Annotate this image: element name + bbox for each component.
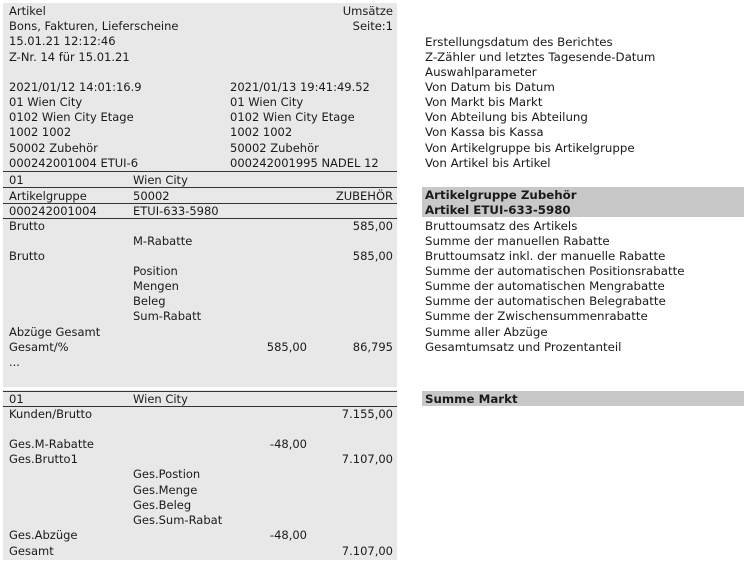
ges-m-rabatte-value: -48,00 xyxy=(269,437,307,451)
ges-menge-label: Ges.Menge xyxy=(133,483,198,497)
brutto-value: 585,00 xyxy=(352,219,393,233)
ges-postion-label: Ges.Postion xyxy=(133,467,201,481)
summary-market-name: Wien City xyxy=(133,392,188,406)
desc-article-band: Artikel ETUI-633-5980 xyxy=(425,203,571,217)
divider xyxy=(3,391,397,392)
ges-abzuege-label: Ges.Abzüge xyxy=(9,528,78,542)
market-name: Wien City xyxy=(133,173,188,187)
desc-sum: Summe der Zwischensummenrabatte xyxy=(425,309,648,323)
abzuege-label: Abzüge Gesamt xyxy=(9,325,101,339)
summary-market-code: 01 xyxy=(9,392,24,406)
ges-abzuege-value: -48,00 xyxy=(269,528,307,542)
param-from-department: 0102 Wien City Etage xyxy=(9,110,134,124)
param-to-date: 2021/01/13 19:41:49.52 xyxy=(230,80,370,94)
desc-register: Von Kassa bis Kassa xyxy=(425,125,544,139)
ges-m-rabatte-label: Ges.M-Rabatte xyxy=(9,437,94,451)
mengen-label: Mengen xyxy=(133,279,179,293)
report-title: Artikel xyxy=(9,4,46,18)
desc-brutto-incl: Bruttoumsatz inkl. der manuelle Rabatte xyxy=(425,249,666,263)
desc-gesamt: Gesamtumsatz und Prozentanteil xyxy=(425,340,622,354)
gesamt-percent: 86,795 xyxy=(352,340,393,354)
kunden-brutto-value: 7.155,00 xyxy=(341,407,393,421)
param-to-department: 0102 Wien City Etage xyxy=(230,110,355,124)
sum-rabatt-label: Sum-Rabatt xyxy=(133,309,202,323)
desc-group-band: Artikelgruppe Zubehör xyxy=(425,188,577,202)
desc-z-counter: Z-Zähler und letztes Tagesende-Datum xyxy=(425,50,656,64)
article-code: 000242001004 xyxy=(9,204,97,218)
ges-sum-rabat-label: Ges.Sum-Rabat xyxy=(133,513,223,527)
param-from-group: 50002 Zubehör xyxy=(9,141,98,155)
ellipsis: ... xyxy=(9,355,20,369)
param-to-market: 01 Wien City xyxy=(230,95,304,109)
desc-article: Von Artikel bis Artikel xyxy=(425,156,551,170)
desc-created: Erstellungsdatum des Berichtes xyxy=(425,35,613,49)
ges-beleg-label: Ges.Beleg xyxy=(133,498,192,512)
desc-group: Von Artikelgruppe bis Artikelgruppe xyxy=(425,141,635,155)
summary-gesamt-label: Gesamt xyxy=(9,544,54,558)
divider xyxy=(3,187,397,188)
page-number: Seite:1 xyxy=(352,19,393,33)
brutto-incl-value: 585,00 xyxy=(352,249,393,263)
desc-summe-markt: Summe Markt xyxy=(425,392,518,406)
desc-market: Von Markt bis Markt xyxy=(425,95,543,109)
brutto-label: Brutto xyxy=(9,219,45,233)
param-from-date: 2021/01/12 14:01:16.9 xyxy=(9,80,142,94)
desc-position: Summe der automatischen Positionsrabatte xyxy=(425,264,685,278)
gesamt-label: Gesamt/% xyxy=(9,340,69,354)
param-from-article: 000242001004 ETUI-6 xyxy=(9,156,139,170)
brutto-incl-label: Brutto xyxy=(9,249,45,263)
m-rabatte-label: M-Rabatte xyxy=(133,234,193,248)
gesamt-value: 585,00 xyxy=(266,340,307,354)
z-number: Z-Nr. 14 für 15.01.21 xyxy=(9,50,130,64)
desc-menge: Summe der automatischen Mengrabatte xyxy=(425,279,665,293)
kunden-brutto-label: Kunden/Brutto xyxy=(9,407,93,421)
param-from-market: 01 Wien City xyxy=(9,95,83,109)
created-timestamp: 15.01.21 12:12:46 xyxy=(9,34,116,48)
param-to-article: 000242001995 NADEL 12 xyxy=(230,156,379,170)
divider xyxy=(3,171,397,172)
desc-m-rabatte: Summe der manuellen Rabatte xyxy=(425,234,610,248)
group-code: 50002 xyxy=(133,189,170,203)
ges-brutto1-label: Ges.Brutto1 xyxy=(9,452,78,466)
desc-date: Von Datum bis Datum xyxy=(425,80,555,94)
group-label: Artikelgruppe xyxy=(9,189,87,203)
report-subtitle: Bons, Fakturen, Lieferscheine xyxy=(9,19,179,33)
param-to-group: 50002 Zubehör xyxy=(230,141,319,155)
group-name: ZUBEHÖR xyxy=(335,189,393,203)
desc-abzuege: Summe aller Abzüge xyxy=(425,325,548,339)
desc-brutto: Bruttoumsatz des Artikels xyxy=(425,219,578,233)
market-code: 01 xyxy=(9,173,24,187)
desc-params: Auswahlparameter xyxy=(425,65,537,79)
report-type: Umsätze xyxy=(342,4,393,18)
beleg-label: Beleg xyxy=(133,294,166,308)
position-label: Position xyxy=(133,264,178,278)
param-to-register: 1002 1002 xyxy=(230,125,293,139)
param-from-register: 1002 1002 xyxy=(9,125,72,139)
desc-beleg: Summe der automatischen Belegrabatte xyxy=(425,294,666,308)
article-name: ETUI-633-5980 xyxy=(133,204,219,218)
ges-brutto1-value: 7.107,00 xyxy=(341,452,393,466)
summary-gesamt-value: 7.107,00 xyxy=(341,544,393,558)
desc-department: Von Abteilung bis Abteilung xyxy=(425,110,588,124)
